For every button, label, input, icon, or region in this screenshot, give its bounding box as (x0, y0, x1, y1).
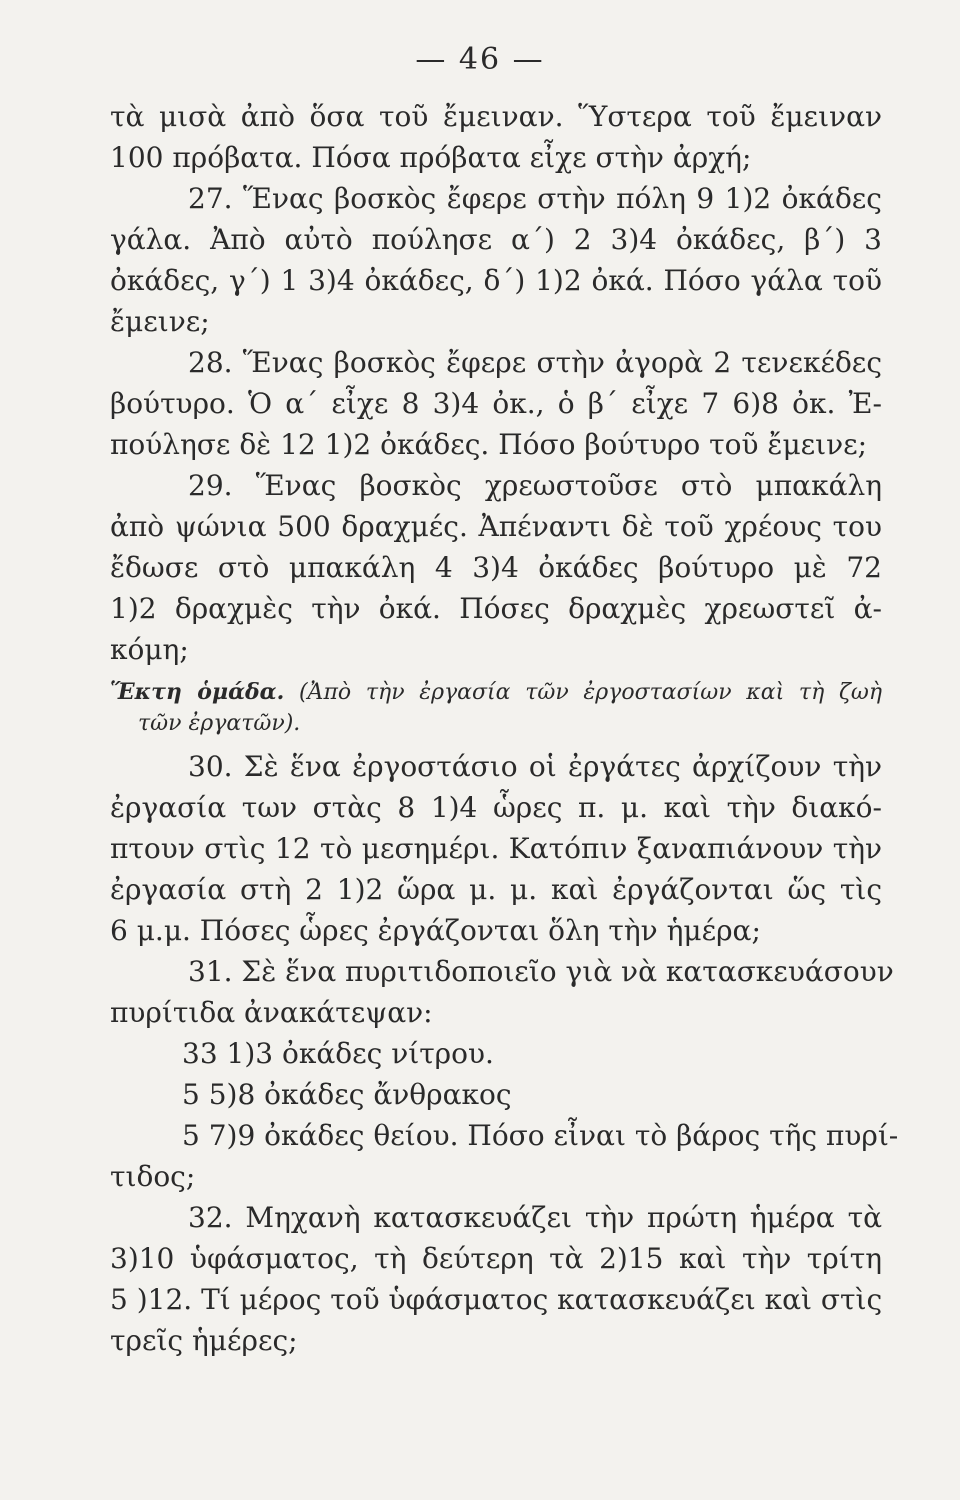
section-heading (110, 676, 882, 708)
text-line: 33 1)3 ὀκάδες νίτρου. (182, 1037, 494, 1070)
text-line: 29. Ἕνας βοσκὸς χρεωστοῦσε στὸ μπακάλη (188, 469, 882, 502)
problems-26-29 (110, 96, 882, 670)
text-line: πυρίτιδα ἀνακάτεψαν: (110, 996, 433, 1029)
text-line: βούτυρο. Ὁ α΄ εἶχε 8 3)4 ὀκ., ὁ β΄ εἶχε 7 6)8 ὀκ. Ἐ- (110, 387, 882, 420)
text-line: γάλα. Ἀπὸ αὐτὸ πούλησε α΄) 2 3)4 ὀκάδες, β΄) 3 (110, 223, 882, 256)
text-line: τιδος; (110, 1160, 196, 1193)
section-heading-subtitle: (Ἀπὸ τὴν ἐργασία τῶν ἐργοστασίων καὶ τὴ ζωὴ (284, 680, 883, 705)
text-line: πτουν στὶς 12 τὸ μεσημέρι. Κατόπιν ξαναπιάνουν τὴν (110, 832, 882, 865)
text-line: 5 )12. Τί μέρος τοῦ ὑφάσματος κατασκευάζει καὶ στὶς (110, 1283, 883, 1316)
text-line: ἔμεινε; (110, 305, 210, 338)
text-line: 6 μ.μ. Πόσες ὧρες ἐργάζονται ὅλη τὴν ἡμέρα; (110, 914, 761, 947)
text-line: 3)10 ὑφάσματος, τὴ δεύτερη τὰ 2)15 καὶ τὴν τρίτη (110, 1242, 882, 1275)
text-line: ἔδωσε στὸ μπακάλη 4 3)4 ὀκάδες βούτυρο μὲ 72 (110, 551, 882, 584)
text-line: 27. Ἕνας βοσκὸς ἔφερε στὴν πόλη 9 1)2 ὀκάδες (188, 182, 882, 215)
text-line: 5 5)8 ὀκάδες ἄνθρακος (182, 1078, 512, 1111)
text-line: τρεῖς ἡμέρες; (110, 1324, 298, 1357)
page-number: — 46 — (415, 42, 545, 77)
text-line: ὀκάδες, γ΄) 1 3)4 ὀκάδες, δ΄) 1)2 ὀκά. Πόσο γάλα τοῦ (110, 264, 882, 297)
section-heading-continued: τῶν ἐργατῶν). (138, 711, 301, 736)
text-line: 100 πρόβατα. Πόσα πρόβατα εἶχε στὴν ἀρχή; (110, 141, 752, 174)
text-line: 32. Μηχανὴ κατασκευάζει τὴν πρώτη ἡμέρα τὰ (188, 1201, 882, 1234)
text-line: πούλησε δὲ 12 1)2 ὀκάδες. Πόσο βούτυρο τοῦ ἔμεινε; (110, 428, 868, 461)
text-line: τὰ μισὰ ἀπὸ ὅσα τοῦ ἔμειναν. Ὕστερα τοῦ ἔμειναν (110, 100, 882, 133)
text-line: 31. Σὲ ἕνα πυριτιδοποιεῖο γιὰ νὰ κατασκευάσουν (188, 955, 894, 988)
page-text (110, 96, 899, 1361)
text-line: 28. Ἕνας βοσκὸς ἔφερε στὴν ἀγορὰ 2 τενεκέδες (188, 346, 882, 379)
text-line: 30. Σὲ ἕνα ἐργοστάσιο οἱ ἐργάτες ἀρχίζουν τὴν (188, 750, 882, 783)
text-line: ἐργασία των στὰς 8 1)4 ὧρες π. μ. καὶ τὴν διακό- (110, 791, 882, 824)
section-heading-bold: Ἕκτη ὁμάδα. (110, 679, 285, 705)
text-line: 5 7)9 ὀκάδες θείου. Πόσο εἶναι τὸ βάρος τῆς πυρί- (182, 1119, 899, 1152)
text-line: ἀπὸ ψώνια 500 δραχμές. Ἀπέναντι δὲ τοῦ χρέους του (110, 510, 882, 543)
text-line: 1)2 δραχμὲς τὴν ὀκά. Πόσες δραχμὲς χρεωστεῖ ἀ- (110, 592, 882, 625)
text-line: ἐργασία στὴ 2 1)2 ὥρα μ. μ. καὶ ἐργάζονται ὥς τὶς (110, 873, 882, 906)
problems-30-32 (110, 746, 899, 1361)
text-line: κόμη; (110, 633, 189, 666)
